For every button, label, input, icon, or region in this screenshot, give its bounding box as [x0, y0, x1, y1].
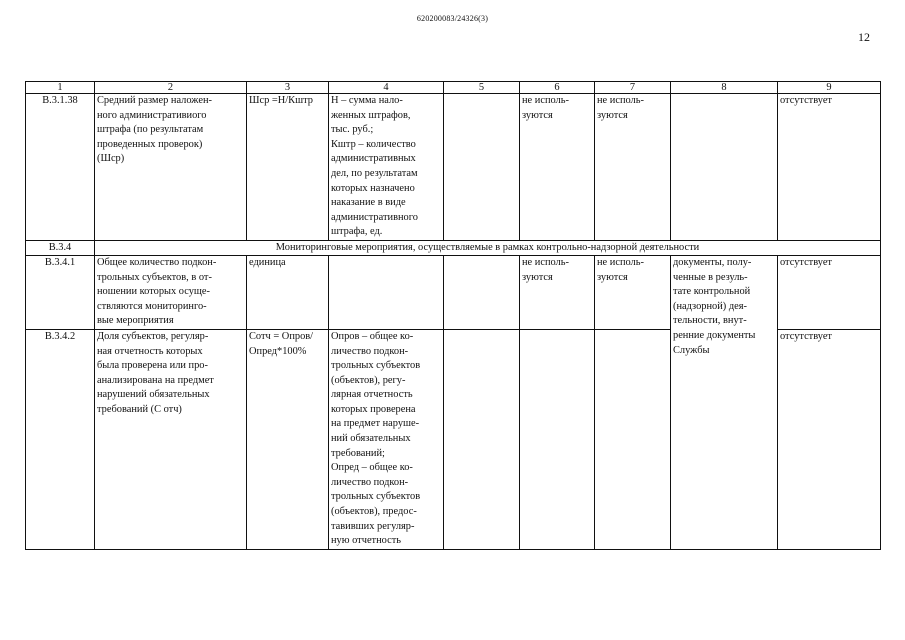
table-cell: документы, полу- ченные в резуль- тате контрольной (надзорной) дея- тельности, внут- ренние документы Службы	[671, 255, 778, 549]
section-code: В.3.4	[26, 240, 95, 255]
column-number: 6	[520, 82, 595, 94]
indicator-description: Опров – общее ко- личество подкон- трольных субъектов (объектов), регу- лярная отчетность которых проверена на предмет наруше- ний обязательных требований; Опред – общее ко- личество подкон- трольных субъектов (объектов), предос- тавивших регуляр- ную отчетность	[329, 329, 444, 549]
table-cell: не исполь- зуются	[595, 255, 671, 329]
indicators-table	[25, 81, 881, 550]
table-cell	[671, 94, 778, 241]
table-cell	[444, 255, 520, 329]
indicator-code: В.3.4.1	[26, 255, 95, 329]
table-cell: не исполь- зуются	[520, 255, 595, 329]
indicator-description	[329, 255, 444, 329]
indicator-name: Средний размер наложен- ного административиого штрафа (по результатам проведенных проверок) (Шср)	[95, 94, 247, 241]
indicator-formula: Шср =Н/Кштр	[247, 94, 329, 241]
section-row	[26, 240, 881, 255]
column-number: 8	[671, 82, 778, 94]
section-title: Мониторинговые мероприятия, осуществляемые в рамках контрольно-надзорной деятельности	[95, 240, 881, 255]
column-number: 2	[95, 82, 247, 94]
indicator-formula: Сотч = Опров/ Опред*100%	[247, 329, 329, 549]
document-id: 620200083/24326(3)	[416, 14, 489, 23]
table-cell: отсутствует	[778, 255, 881, 329]
indicator-code: В.3.4.2	[26, 329, 95, 549]
column-number-row	[26, 82, 881, 94]
column-number: 3	[247, 82, 329, 94]
indicator-name: Доля субъектов, регуляр- ная отчетность которых была проверена или про- анализирована на предмет нарушений обязательных требований (С отч)	[95, 329, 247, 549]
table-cell	[520, 329, 595, 549]
indicator-code: В.3.1.38	[26, 94, 95, 241]
table-cell: отсутствует	[778, 329, 881, 549]
table-cell	[444, 329, 520, 549]
table-cell: не исполь- зуются	[520, 94, 595, 241]
column-number: 7	[595, 82, 671, 94]
indicator-formula: единица	[247, 255, 329, 329]
column-number: 5	[444, 82, 520, 94]
indicator-name: Общее количество подкон- трольных субъектов, в от- ношении которых осуще- ствляются мониторинго- вые мероприятия	[95, 255, 247, 329]
column-number: 1	[26, 82, 95, 94]
table-row	[26, 255, 881, 329]
indicator-description: Н – сумма нало- женных штрафов, тыс. руб.; Кштр – количество административных дел, по результатам которых назначено наказание в виде административного штрафа, ед.	[329, 94, 444, 241]
table-row	[26, 94, 881, 241]
table-cell	[444, 94, 520, 241]
table-cell: не исполь- зуются	[595, 94, 671, 241]
table-cell	[595, 329, 671, 549]
page-number: 12	[858, 30, 870, 44]
table-cell: отсутствует	[778, 94, 881, 241]
column-number: 4	[329, 82, 444, 94]
column-number: 9	[778, 82, 881, 94]
